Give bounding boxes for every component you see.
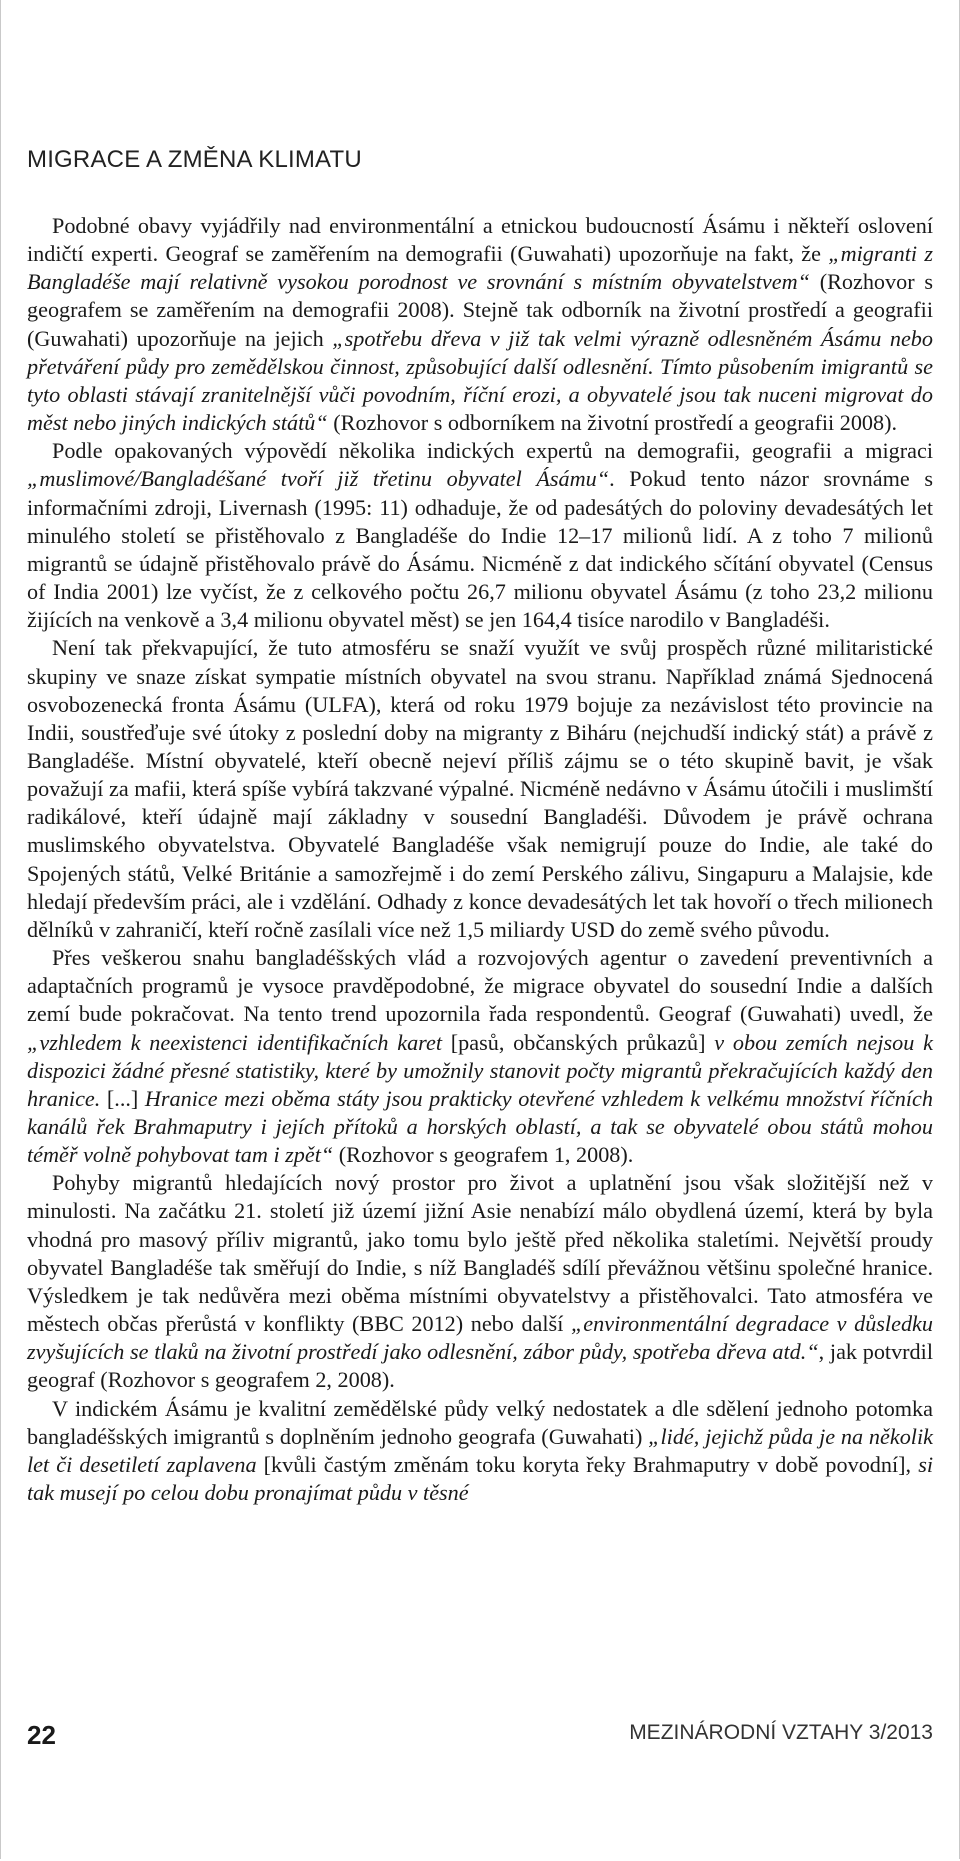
italic-quote: „migranti z Bangladéše mají relativně vysokou porodnost ve srovnání s místním obyvatelstvem“ (27, 241, 933, 295)
journal-footer: MEZINÁRODNÍ VZTAHY 3/2013 (629, 1721, 933, 1744)
running-head-title: MIGRACE A ZMĚNA KLIMATU (27, 146, 362, 173)
italic-quote: „environmentální degradace v důsledku zvyšujících se tlaků na životní prostředí jako odlesnění, zábor půdy, spotřeba dřeva atd.“ (27, 1311, 933, 1365)
text-run: (Rozhovor s odborníkem na životní prostředí a geografii 2008). (327, 410, 898, 436)
paragraph (27, 634, 933, 944)
text-run: Není tak překvapující, že tuto atmosféru se snaží využít ve svůj prospěch různé militaristické skupiny ve snaze získat sympatie místních obyvatel na svou stranu. Například známá Sjednocená osvobozenecká fronta Ásámu (ULFA), která od roku 1979 bojuje za nezávislost této provincie na Indii, soustřeďuje své útoky z poslední doby na migranty z Biháru (nejchudší indický stát) a právě z Bangladéše. Místní obyvatelé, kteří obecně nejeví příliš zájmu se o této skupině bavit, je však považují za mafii, která spíše vybírá takzvané výpalné. Nicméně nedávno v Ásámu útočili i muslimští radikálové, kteří údajně mají základny v sousední Bangladéši. Důvodem je právě ochrana muslimského obyvatelstva. Obyvatelé Bangladéše však nemigrují pouze do Indie, ale také do Spojených států, Velké Británie a samozřejmě i do zemí Perského zálivu, Singapuru a Malajsie, kde hledají především práci, ale i vzdělání. Odhady z konce devadesátých let tak hovoří o třech milionech dělníků v zahraničí, kteří ročně zasílali více než 1,5 miliardy USD do země svého původu. (27, 635, 933, 942)
italic-quote: Hranice mezi oběma státy jsou prakticky otevřené vzhledem k velkému množství říčních kanálů řek Brahmaputry i jejích přítoků a horských oblastí, a tak se obyvatelé obou států mohou téměř volně pohybovat tam i zpět“ (27, 1085, 933, 1168)
paragraph (27, 944, 933, 1169)
text-run: [...] (100, 1085, 145, 1111)
paragraph (27, 212, 933, 437)
text-run: [pasů, občanských průkazů] (442, 1029, 715, 1055)
paragraph (27, 1169, 933, 1394)
text-run: (Rozhovor s geografem se zaměřením na demografii 2008). Stejně tak odborník na životní prostředí a geografii (Guwahati) upozorňuje na jejich (27, 269, 933, 351)
text-run: Podle opakovaných výpovědí několika indických expertů na demografii, geografii a migraci (52, 438, 933, 464)
text-run: V indickém Ásámu je kvalitní zemědělské půdy velký nedostatek a dle sdělení jednoho potomka bangladéšských imigrantů s doplněním jednoho geografa (Guwahati) (27, 1395, 933, 1449)
text-run: [kvůli častým změnám toku koryta řeky Brahmaputry v době povodní], (256, 1451, 919, 1477)
text-run: (Rozhovor s geografem 1, 2008). (333, 1142, 634, 1168)
text-run: Podobné obavy vyjádřily nad environmentální a etnickou budoucností Ásámu i někteří oslovení indičtí experti. Geograf se zaměřením na demografii (Guwahati) upozorňuje na fakt, že (27, 213, 933, 267)
page-number: 22 (27, 1720, 56, 1750)
italic-quote: si tak musejí po celou dobu pronajímat půdu v těsné (27, 1451, 933, 1506)
text-run: Pohyby migrantů hledajících nový prostor pro život a uplatnění jsou však složitější než v minulosti. Na začátku 21. století již území jižní Asie nenabízí málo obydlená území, která by byla vhodná pro masový příliv migrantů, jako tomu bylo ještě před několika staletími. Největší proudy obyvatel Bangladéše tak směřují do Indie, s níž Bangladéš sdílí převážnou většinu společné hranice. Výsledkem je tak nedůvěra mezi oběma místními obyvatelstvy a přistěhovalci. Tato atmosféra ve městech občas přerůstá v konflikty (BBC 2012) nebo další (27, 1170, 933, 1337)
italic-quote: „muslimové/Bangladéšané tvoří již třetinu obyvatel Ásámu“ (27, 466, 610, 492)
italic-quote: „vzhledem k neexistenci identifikačních karet (27, 1029, 442, 1055)
article-body (27, 212, 933, 1507)
text-run: . Pokud tento názor srovnáme s informačními zdroji, Livernash (1995: 11) odhaduje, že od padesátých do poloviny devadesátých let minulého století se přistěhovalo z Bangladéše do Indie 12–17 milionů lidí. A z toho 7 milionů migrantů se údajně přistěhovalo právě do Ásámu. Nicméně z dat indického sčítání obyvatel (Census of India 2001) lze vyčíst, že z celkového počtu 26,7 milionu obyvatel Ásámu (z toho 23,2 milionu žijících na venkově a 3,4 milionu obyvatel měst) se jen 164,4 tisíce narodilo v Bangladéši. (27, 466, 933, 633)
paragraph (27, 437, 933, 634)
italic-quote: „lidé, jejichž půda je na několik let či desetiletí zaplavena (27, 1423, 933, 1477)
italic-quote: „spotřebu dřeva v již tak velmi výrazně odlesněném Ásámu nebo přetváření půdy pro zemědělskou činnost, způsobující další odlesnění. Tímto působením imigrantů se tyto oblasti stávají zranitelnější vůči povodním, říční erozi, a obyvatelé jsou tak nuceni migrovat do měst nebo jiných indických států“ (27, 325, 933, 436)
text-run: Přes veškerou snahu bangladéšských vlád a rozvojových agentur o zavedení preventivních a adaptačních programů je vysoce pravděpodobné, že migrace obyvatel do sousední Indie a dalších zemí bude pokračovat. Na tento trend upozornila řada respondentů. Geograf (Guwahati) uvedl, že (27, 945, 933, 1027)
italic-quote: v obou zemích nejsou k dispozici žádné přesné statistiky, které by umožnily stanovit počty migrantů překračujících každý den hranice. (27, 1029, 933, 1111)
text-run: , jak potvrdil geograf (Rozhovor s geografem 2, 2008). (27, 1339, 933, 1393)
paragraph (27, 1395, 933, 1508)
